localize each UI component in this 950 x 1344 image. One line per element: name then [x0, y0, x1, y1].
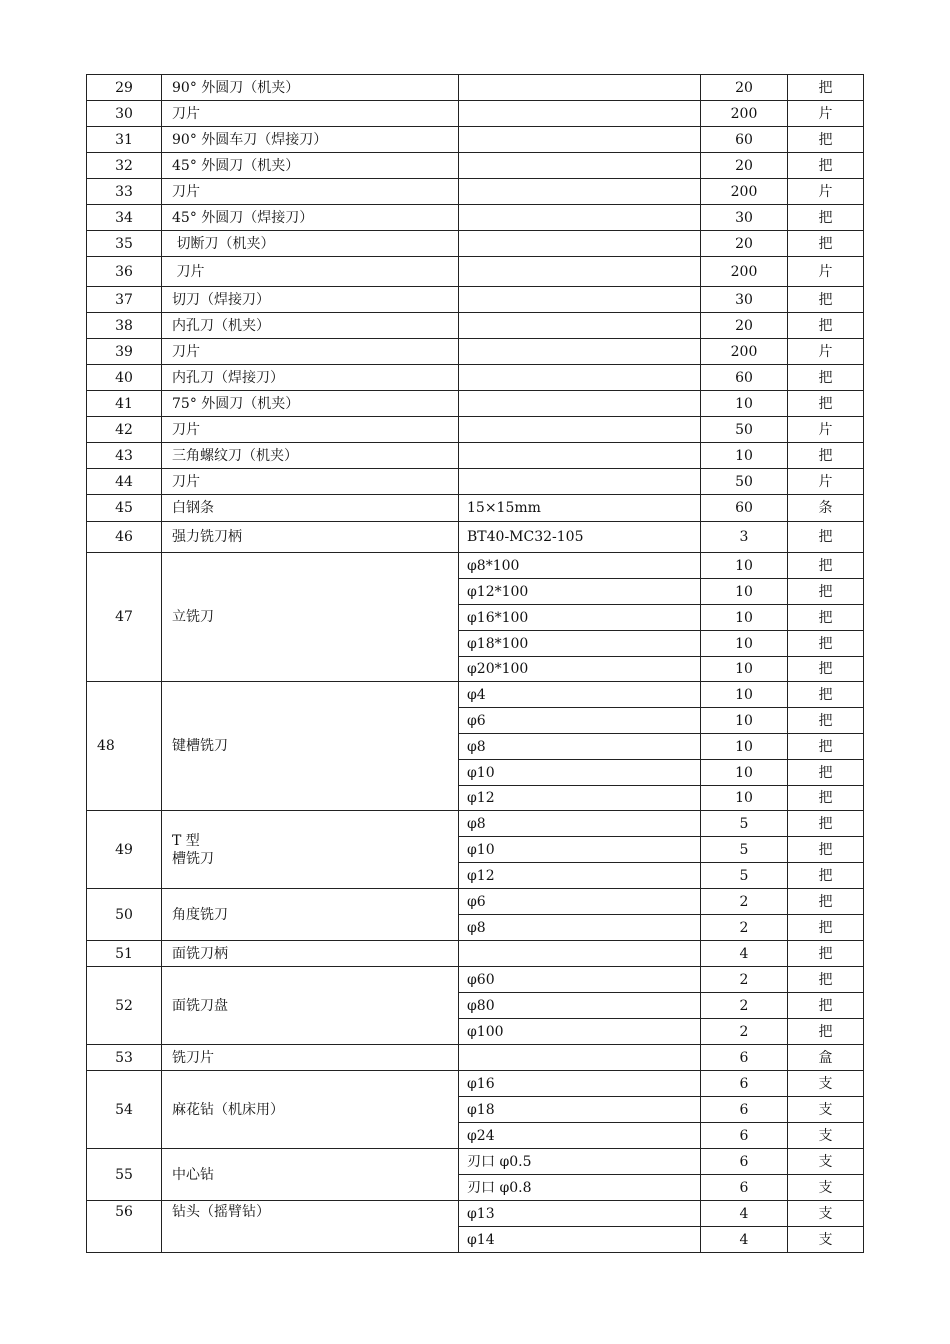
- item-name: [162, 339, 459, 365]
- item-quantity: 6: [701, 1071, 788, 1097]
- item-quantity: 10: [701, 657, 788, 682]
- item-unit: 支: [788, 1175, 864, 1201]
- item-unit: 把: [788, 811, 864, 837]
- item-quantity: 10: [701, 579, 788, 605]
- item-quantity: 4: [701, 1227, 788, 1253]
- item-spec: φ12: [459, 786, 701, 811]
- item-unit: 支: [788, 1123, 864, 1149]
- item-name-text: 45° 外圆刀（机夹）: [172, 157, 300, 174]
- item-number: 33: [87, 179, 162, 205]
- table-row: [87, 682, 864, 708]
- item-number: 35: [87, 231, 162, 257]
- item-spec: φ24: [459, 1123, 701, 1149]
- table-row: [87, 75, 864, 101]
- item-name-text: 面铣刀盘: [172, 997, 228, 1014]
- item-number: 36: [87, 257, 162, 287]
- item-unit: 把: [788, 915, 864, 941]
- item-spec: 刃口 φ0.5: [459, 1149, 701, 1175]
- item-quantity: 50: [701, 469, 788, 495]
- item-spec: [459, 365, 701, 391]
- item-name: [162, 811, 459, 889]
- item-name: [162, 391, 459, 417]
- item-unit: 片: [788, 101, 864, 127]
- item-spec: [459, 469, 701, 495]
- item-name: [162, 417, 459, 443]
- item-spec: φ6: [459, 708, 701, 734]
- item-spec: [459, 153, 701, 179]
- item-quantity: 2: [701, 915, 788, 941]
- item-spec: φ12*100: [459, 579, 701, 605]
- item-unit: 把: [788, 391, 864, 417]
- item-unit: 片: [788, 179, 864, 205]
- item-unit: 把: [788, 786, 864, 811]
- table-row: [87, 179, 864, 205]
- item-name-text: 键槽铣刀: [172, 738, 228, 754]
- item-quantity: 10: [701, 786, 788, 811]
- item-spec: φ14: [459, 1227, 701, 1253]
- item-quantity: 10: [701, 682, 788, 708]
- item-quantity: 30: [701, 287, 788, 313]
- item-quantity: 2: [701, 967, 788, 993]
- item-number: 54: [87, 1071, 162, 1149]
- item-spec: [459, 339, 701, 365]
- item-name-text: 90° 外圆刀（机夹）: [172, 79, 300, 96]
- table-row: [87, 231, 864, 257]
- item-name-text: 白钢条: [172, 500, 214, 516]
- item-number: 38: [87, 313, 162, 339]
- item-quantity: 10: [701, 443, 788, 469]
- item-quantity: 200: [701, 339, 788, 365]
- item-spec: [459, 417, 701, 443]
- item-spec: [459, 1045, 701, 1071]
- item-name-text: 麻花钻（机床用）: [172, 1101, 284, 1118]
- item-name-text: 刀片: [172, 343, 200, 360]
- item-quantity: 20: [701, 75, 788, 101]
- item-unit: 片: [788, 417, 864, 443]
- item-quantity: 10: [701, 553, 788, 579]
- item-spec: [459, 127, 701, 153]
- item-unit: 把: [788, 708, 864, 734]
- item-quantity: 60: [701, 127, 788, 153]
- item-number: 44: [87, 469, 162, 495]
- item-unit: 片: [788, 339, 864, 365]
- table-row: [87, 205, 864, 231]
- item-quantity: 5: [701, 863, 788, 889]
- item-spec: φ20*100: [459, 657, 701, 682]
- item-unit: 把: [788, 365, 864, 391]
- item-name-text: 钻头（摇臂钻）: [172, 1204, 270, 1220]
- inventory-table: [86, 74, 864, 1253]
- table-row: [87, 391, 864, 417]
- item-spec: [459, 231, 701, 257]
- item-spec: [459, 443, 701, 469]
- item-number: 30: [87, 101, 162, 127]
- table-body: [87, 75, 864, 1253]
- table-row: [87, 257, 864, 287]
- item-quantity: 200: [701, 257, 788, 287]
- item-quantity: 10: [701, 708, 788, 734]
- item-spec: φ10: [459, 837, 701, 863]
- item-name: [162, 127, 459, 153]
- table-row: [87, 287, 864, 313]
- item-spec: φ12: [459, 863, 701, 889]
- item-name: [162, 682, 459, 811]
- table-row: [87, 811, 864, 837]
- table-row: [87, 469, 864, 495]
- item-unit: 把: [788, 313, 864, 339]
- table-row: [87, 522, 864, 553]
- table-row: [87, 1201, 864, 1227]
- item-name-text: 切刀（焊接刀）: [172, 291, 270, 308]
- table-row: [87, 127, 864, 153]
- item-spec: [459, 257, 701, 287]
- item-name-text: 刀片: [172, 183, 200, 200]
- item-number: 49: [87, 811, 162, 889]
- item-name-text: 内孔刀（机夹）: [172, 317, 270, 334]
- item-unit: 把: [788, 967, 864, 993]
- item-name: [162, 257, 459, 287]
- item-unit: 把: [788, 993, 864, 1019]
- item-number: 42: [87, 417, 162, 443]
- item-number: 43: [87, 443, 162, 469]
- table-row: [87, 889, 864, 915]
- item-name-text: 90° 外圆车刀（焊接刀）: [172, 131, 328, 148]
- item-unit: 片: [788, 469, 864, 495]
- item-quantity: 50: [701, 417, 788, 443]
- item-unit: 片: [788, 257, 864, 287]
- item-quantity: 5: [701, 811, 788, 837]
- item-unit: 把: [788, 553, 864, 579]
- item-unit: 把: [788, 682, 864, 708]
- item-name-text: 内孔刀（焊接刀）: [172, 369, 284, 386]
- item-unit: 把: [788, 287, 864, 313]
- item-spec: φ8: [459, 811, 701, 837]
- item-spec: [459, 205, 701, 231]
- item-quantity: 30: [701, 205, 788, 231]
- item-name-text: 面铣刀柄: [172, 945, 228, 962]
- item-unit: 把: [788, 734, 864, 760]
- item-spec: φ80: [459, 993, 701, 1019]
- item-spec: φ4: [459, 682, 701, 708]
- table-row: [87, 153, 864, 179]
- item-quantity: 5: [701, 837, 788, 863]
- table-row: [87, 941, 864, 967]
- item-unit: 把: [788, 631, 864, 657]
- item-name-text: 45° 外圆刀（焊接刀）: [172, 209, 314, 226]
- item-quantity: 4: [701, 1201, 788, 1227]
- item-unit: 把: [788, 522, 864, 553]
- item-name: [162, 1071, 459, 1149]
- item-name-text: 角度铣刀: [172, 906, 228, 923]
- item-quantity: 10: [701, 631, 788, 657]
- item-name-text: 三角螺纹刀（机夹）: [172, 447, 298, 464]
- item-number: 55: [87, 1149, 162, 1201]
- item-unit: 支: [788, 1227, 864, 1253]
- item-name: [162, 1149, 459, 1201]
- table-row: [87, 417, 864, 443]
- item-spec: [459, 287, 701, 313]
- item-spec: φ16: [459, 1071, 701, 1097]
- item-unit: 支: [788, 1149, 864, 1175]
- table-row: [87, 495, 864, 522]
- item-spec: [459, 941, 701, 967]
- item-name: [162, 205, 459, 231]
- item-quantity: 20: [701, 153, 788, 179]
- table-row: [87, 101, 864, 127]
- item-quantity: 200: [701, 179, 788, 205]
- item-unit: 把: [788, 443, 864, 469]
- item-spec: [459, 179, 701, 205]
- item-unit: 把: [788, 75, 864, 101]
- item-spec: φ6: [459, 889, 701, 915]
- item-number: 47: [87, 553, 162, 682]
- item-spec: φ13: [459, 1201, 701, 1227]
- item-unit: 支: [788, 1201, 864, 1227]
- item-unit: 把: [788, 153, 864, 179]
- item-name: [162, 1201, 459, 1253]
- table-row: [87, 1071, 864, 1097]
- table-row: [87, 1045, 864, 1071]
- table-row: [87, 1149, 864, 1175]
- item-quantity: 6: [701, 1123, 788, 1149]
- item-spec: [459, 75, 701, 101]
- item-unit: 支: [788, 1071, 864, 1097]
- item-name-text: 强力铣刀柄: [172, 529, 242, 545]
- item-name: [162, 287, 459, 313]
- item-quantity: 2: [701, 1019, 788, 1045]
- item-name: [162, 365, 459, 391]
- item-number: 39: [87, 339, 162, 365]
- item-name: [162, 153, 459, 179]
- item-number: 50: [87, 889, 162, 941]
- item-unit: 把: [788, 231, 864, 257]
- item-number: 32: [87, 153, 162, 179]
- item-name: [162, 941, 459, 967]
- item-name-text: 刀片: [172, 473, 200, 490]
- item-name: [162, 522, 459, 553]
- item-name-text: 中心钻: [172, 1166, 214, 1183]
- item-number: 56: [87, 1201, 162, 1253]
- item-name: [162, 231, 459, 257]
- table-row: [87, 443, 864, 469]
- item-unit: 把: [788, 579, 864, 605]
- item-name-text: 刀片: [172, 105, 200, 122]
- item-unit: 把: [788, 889, 864, 915]
- item-name: [162, 469, 459, 495]
- item-name-text: 刀片: [172, 263, 205, 280]
- item-spec: φ100: [459, 1019, 701, 1045]
- item-spec: φ60: [459, 967, 701, 993]
- item-unit: 把: [788, 941, 864, 967]
- item-number: 40: [87, 365, 162, 391]
- item-quantity: 6: [701, 1045, 788, 1071]
- item-quantity: 10: [701, 760, 788, 786]
- item-name-line2: 槽铣刀: [172, 850, 214, 867]
- item-unit: 把: [788, 205, 864, 231]
- item-quantity: 2: [701, 993, 788, 1019]
- item-spec: 15×15mm: [459, 495, 701, 522]
- item-number: 48: [87, 682, 162, 811]
- item-spec: φ8: [459, 734, 701, 760]
- item-name: [162, 1045, 459, 1071]
- item-spec: BT40-MC32-105: [459, 522, 701, 553]
- item-quantity: 60: [701, 495, 788, 522]
- item-quantity: 20: [701, 313, 788, 339]
- table-row: [87, 553, 864, 579]
- item-unit: 把: [788, 863, 864, 889]
- item-number: 52: [87, 967, 162, 1045]
- item-name: [162, 495, 459, 522]
- item-name-text: 立铣刀: [172, 609, 214, 625]
- item-unit: 条: [788, 495, 864, 522]
- table-row: [87, 313, 864, 339]
- item-name-text: 75° 外圆刀（机夹）: [172, 395, 300, 412]
- item-unit: 把: [788, 657, 864, 682]
- item-name-text: 切断刀（机夹）: [172, 235, 275, 252]
- item-quantity: 10: [701, 391, 788, 417]
- item-number: 46: [87, 522, 162, 553]
- item-quantity: 10: [701, 734, 788, 760]
- item-name: [162, 967, 459, 1045]
- item-name: [162, 179, 459, 205]
- item-spec: φ18*100: [459, 631, 701, 657]
- item-spec: φ8: [459, 915, 701, 941]
- item-spec: [459, 313, 701, 339]
- item-unit: 支: [788, 1097, 864, 1123]
- table-row: [87, 339, 864, 365]
- item-spec: [459, 101, 701, 127]
- item-name: [162, 553, 459, 682]
- item-number: 31: [87, 127, 162, 153]
- item-quantity: 60: [701, 365, 788, 391]
- item-spec: 刃口 φ0.8: [459, 1175, 701, 1201]
- item-quantity: 6: [701, 1097, 788, 1123]
- item-spec: φ18: [459, 1097, 701, 1123]
- item-unit: 盒: [788, 1045, 864, 1071]
- item-number: 29: [87, 75, 162, 101]
- item-name: [162, 889, 459, 941]
- item-name: [162, 443, 459, 469]
- item-number: 45: [87, 495, 162, 522]
- item-number: 34: [87, 205, 162, 231]
- item-spec: φ10: [459, 760, 701, 786]
- item-unit: 把: [788, 605, 864, 631]
- item-spec: φ8*100: [459, 553, 701, 579]
- item-quantity: 10: [701, 605, 788, 631]
- item-unit: 把: [788, 760, 864, 786]
- item-name: [162, 313, 459, 339]
- item-quantity: 3: [701, 522, 788, 553]
- item-unit: 把: [788, 127, 864, 153]
- item-name-text: T 型: [172, 832, 200, 849]
- item-name-text: 刀片: [172, 421, 200, 438]
- item-number: 41: [87, 391, 162, 417]
- item-name-text: 铣刀片: [172, 1049, 214, 1066]
- item-quantity: 2: [701, 889, 788, 915]
- item-quantity: 6: [701, 1175, 788, 1201]
- item-quantity: 6: [701, 1149, 788, 1175]
- item-unit: 把: [788, 1019, 864, 1045]
- item-number: 53: [87, 1045, 162, 1071]
- item-quantity: 20: [701, 231, 788, 257]
- item-quantity: 4: [701, 941, 788, 967]
- table-row: [87, 967, 864, 993]
- item-number: 51: [87, 941, 162, 967]
- table-row: [87, 365, 864, 391]
- item-quantity: 200: [701, 101, 788, 127]
- item-name: [162, 101, 459, 127]
- item-number: 37: [87, 287, 162, 313]
- item-name: [162, 75, 459, 101]
- item-spec: [459, 391, 701, 417]
- item-spec: φ16*100: [459, 605, 701, 631]
- item-unit: 把: [788, 837, 864, 863]
